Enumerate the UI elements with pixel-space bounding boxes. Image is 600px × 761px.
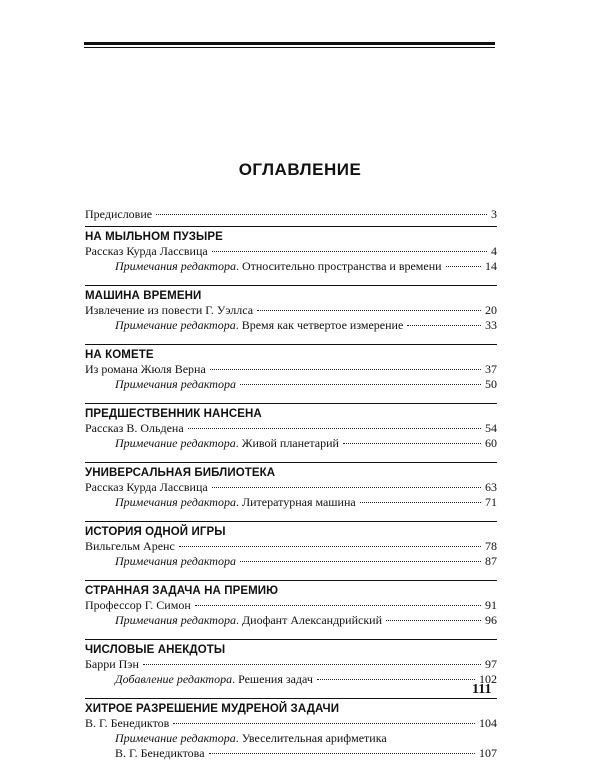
entry-title: Барри Пэн	[85, 657, 139, 671]
entry-text	[115, 672, 313, 687]
toc-entry[interactable]	[85, 303, 497, 318]
note-label: Примечания редактора	[115, 613, 236, 627]
section-separator	[85, 580, 497, 581]
toc-entry[interactable]	[85, 421, 497, 436]
entry-title: . Время как четвертое измерение	[235, 318, 404, 332]
leader-dots	[407, 324, 481, 326]
entry-text	[85, 303, 253, 318]
leader-dots	[143, 663, 481, 665]
toc-entry[interactable]	[85, 598, 497, 613]
entry-title: Рассказ В. Ольдена	[85, 421, 184, 435]
leader-dots	[360, 501, 481, 503]
entry-title: Профессор Г. Симон	[85, 598, 191, 612]
page-number: 111	[472, 682, 492, 697]
section-heading: НА КОМЕТЕ	[85, 349, 154, 361]
leader-dots	[212, 250, 487, 252]
note-label: Примечания редактора	[115, 554, 236, 568]
leader-dots	[386, 619, 481, 621]
leader-dots	[343, 442, 481, 444]
entry-page: 87	[485, 554, 497, 568]
toc-entry[interactable]	[85, 480, 497, 495]
toc-entry-preface[interactable]	[85, 207, 497, 222]
leader-dots	[212, 486, 481, 488]
section-separator	[85, 698, 497, 699]
toc-entry[interactable]	[85, 495, 497, 510]
entry-text	[85, 480, 208, 495]
entry-title: Рассказ Курда Лассвица	[85, 244, 208, 258]
toc-section	[85, 226, 497, 274]
page-title: ОГЛАВЛЕНИЕ	[238, 160, 362, 179]
leader-dots	[188, 427, 481, 429]
entry-text	[115, 613, 382, 628]
entry-page: 107	[479, 746, 497, 760]
leader-dots	[210, 368, 481, 370]
entry-page: 37	[485, 362, 497, 376]
entry-text	[115, 731, 387, 746]
entry-page: 63	[485, 480, 497, 494]
note-label: Примечание редактора	[115, 318, 236, 332]
leader-dots	[257, 309, 481, 311]
entry-title: . Диофант Александрийский	[235, 613, 383, 627]
toc-entry[interactable]	[85, 731, 497, 746]
entry-text	[85, 657, 139, 672]
entry-text	[115, 746, 205, 761]
section-separator	[85, 285, 497, 286]
toc-section	[85, 639, 497, 687]
entry-title: . Литературная машина	[235, 495, 356, 509]
leader-dots	[446, 265, 481, 267]
entry-title: Из романа Жюля Верна	[85, 362, 206, 376]
section-heading: НА МЫЛЬНОМ ПУЗЫРЕ	[85, 231, 223, 243]
entry-text	[85, 244, 208, 259]
section-separator	[85, 639, 497, 640]
entry-page: 91	[485, 598, 497, 612]
toc-entry[interactable]	[85, 259, 497, 274]
entry-page: 14	[485, 259, 497, 273]
section-heading: УНИВЕРСАЛЬНАЯ БИБЛИОТЕКА	[85, 467, 276, 479]
toc-entry[interactable]	[85, 436, 497, 451]
leader-dots	[173, 722, 475, 724]
table-of-contents	[85, 207, 497, 761]
entry-title: . Увеселительная арифметика	[235, 731, 387, 745]
entry-page: 104	[479, 716, 497, 730]
note-label: Примечание редактора	[115, 436, 236, 450]
toc-section	[85, 344, 497, 392]
section-separator	[85, 462, 497, 463]
section-heading: ИСТОРИЯ ОДНОЙ ИГРЫ	[85, 526, 226, 538]
entry-page: 3	[491, 207, 497, 221]
entry-text	[115, 318, 403, 333]
toc-entry[interactable]	[85, 539, 497, 554]
toc-section	[85, 521, 497, 569]
entry-page: 96	[485, 613, 497, 627]
section-separator	[85, 403, 497, 404]
entry-title: . Относительно пространства и времени	[235, 259, 442, 273]
leader-dots	[195, 604, 481, 606]
toc-entry[interactable]	[85, 613, 497, 628]
entry-text	[115, 495, 356, 510]
entry-page: 20	[485, 303, 497, 317]
entry-text	[115, 377, 236, 392]
entry-page: 97	[485, 657, 497, 671]
entry-page: 102	[479, 672, 497, 686]
note-label: Примечания редактора	[115, 259, 236, 273]
toc-entry[interactable]	[85, 672, 497, 687]
entry-title: Извлечение из повести Г. Уэллса	[85, 303, 254, 317]
leader-dots	[317, 678, 475, 680]
entry-page: 50	[485, 377, 497, 391]
toc-section	[85, 462, 497, 510]
top-rule	[84, 42, 495, 48]
note-label: Примечания редактора	[115, 377, 236, 391]
entry-page: 54	[485, 421, 497, 435]
leader-dots	[240, 383, 481, 385]
entry-title: В. Г. Бенедиктова	[115, 746, 205, 760]
entry-page: 33	[485, 318, 497, 332]
entry-text	[85, 716, 169, 731]
entry-text	[85, 539, 175, 554]
note-label: Примечания редактора	[115, 495, 236, 509]
entry-title: Рассказ Курда Лассвица	[85, 480, 208, 494]
entry-page: 4	[491, 244, 497, 258]
entry-text	[115, 259, 442, 274]
section-heading: СТРАННАЯ ЗАДАЧА НА ПРЕМИЮ	[85, 585, 279, 597]
toc-entry[interactable]	[85, 362, 497, 377]
toc-entry[interactable]	[85, 318, 497, 333]
note-label: Добавление редактора	[115, 672, 233, 686]
entry-title: Вильгельм Аренс	[85, 539, 175, 553]
toc-section	[85, 403, 497, 451]
entry-text	[85, 598, 191, 613]
section-heading: ЧИСЛОВЫЕ АНЕКДОТЫ	[85, 644, 226, 656]
entry-title: . Решения задач	[232, 672, 313, 686]
toc-entry[interactable]	[85, 244, 497, 259]
leader-dots	[209, 752, 475, 754]
leader-dots	[179, 545, 481, 547]
section-separator	[85, 521, 497, 522]
entry-title: В. Г. Бенедиктов	[85, 716, 170, 730]
leader-dots	[240, 560, 481, 562]
entry-page: 78	[485, 539, 497, 553]
entry-title: . Живой планетарий	[235, 436, 339, 450]
section-separator	[85, 226, 497, 227]
entry-text	[115, 554, 236, 569]
toc-entry[interactable]	[85, 554, 497, 569]
note-label: Примечание редактора	[115, 731, 236, 745]
entry-page: 71	[485, 495, 497, 509]
entry-text	[85, 421, 184, 436]
section-heading: ПРЕДШЕСТВЕННИК НАНСЕНА	[85, 408, 262, 420]
entry-page: 60	[485, 436, 497, 450]
toc-section	[85, 698, 497, 761]
entry-text: Предисловие	[85, 207, 153, 221]
entry-text	[85, 362, 206, 377]
toc-entry[interactable]	[85, 377, 497, 392]
section-heading: МАШИНА ВРЕМЕНИ	[85, 290, 202, 302]
toc-entry[interactable]	[85, 746, 497, 761]
section-separator	[85, 344, 497, 345]
toc-section	[85, 580, 497, 628]
toc-section	[85, 285, 497, 333]
section-heading: ХИТРОЕ РАЗРЕШЕНИЕ МУДРЕНОЙ ЗАДАЧИ	[85, 703, 340, 715]
toc-entry[interactable]	[85, 716, 497, 731]
toc-entry[interactable]	[85, 657, 497, 672]
leader-dots	[156, 213, 487, 215]
entry-text	[115, 436, 339, 451]
